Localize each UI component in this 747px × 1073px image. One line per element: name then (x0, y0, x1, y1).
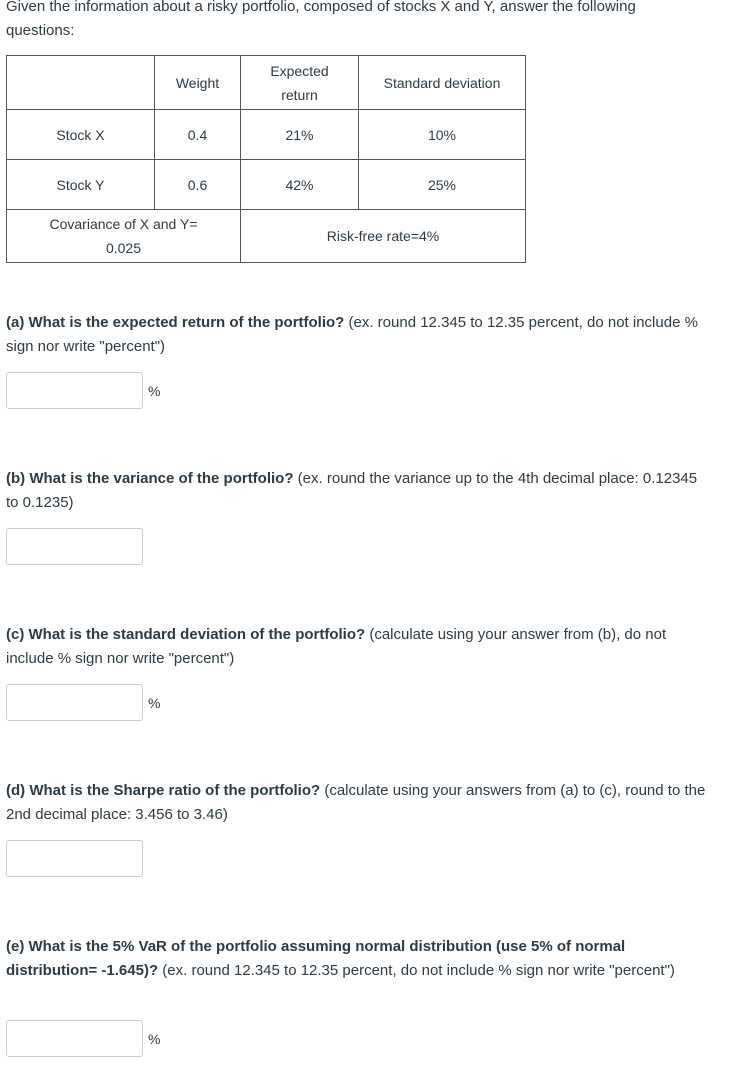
row-standard-deviation: 10% (359, 110, 526, 160)
answer-input-e[interactable] (6, 1020, 143, 1057)
question-c-bold: (c) What is the standard deviation of the portfolio? (6, 626, 366, 643)
row-stock-name: Stock X (7, 110, 155, 160)
question-d-instructions: (calculate using your answers from (a) to (c), round to the 2nd decimal place: 3.456 to 3.46) (6, 782, 706, 823)
row-stock-name: Stock Y (7, 160, 155, 210)
answer-row-c (6, 684, 160, 721)
covariance-value: 0.025 (105, 240, 142, 256)
row-expected-return: 21% (241, 110, 359, 160)
covariance-label: Covariance of X and Y= (49, 216, 198, 232)
answer-input-a[interactable] (6, 372, 143, 409)
question-b (6, 467, 711, 515)
header-blank-cell (7, 56, 155, 110)
table-header-row (7, 56, 526, 110)
header-standard-deviation: Standard deviation (359, 56, 526, 110)
percent-unit-c: % (148, 694, 161, 711)
question-a-bold: (a) What is the expected return of the portfolio? (6, 314, 345, 331)
percent-unit-a: % (148, 382, 161, 399)
question-a (6, 311, 711, 359)
answer-input-b[interactable] (6, 528, 143, 565)
answer-row-d (6, 840, 148, 877)
row-standard-deviation: 25% (359, 160, 526, 210)
answer-input-c[interactable] (6, 684, 143, 721)
percent-unit-e: % (148, 1030, 161, 1047)
question-b-bold: (b) What is the variance of the portfolio? (6, 470, 294, 487)
answer-row-a (6, 372, 160, 409)
question-e-instructions: (ex. round 12.345 to 12.35 percent, do not include % sign nor write "percent") (158, 962, 675, 979)
question-e (6, 935, 711, 983)
answer-row-b (6, 528, 148, 565)
covariance-cell (7, 210, 241, 263)
question-c-instructions: (calculate using your answer from (b), do not include % sign nor write "percent") (6, 626, 667, 667)
table-row (7, 160, 526, 210)
risk-free-rate: Risk-free rate=4% (241, 210, 526, 263)
question-c (6, 623, 711, 671)
row-expected-return: 42% (241, 160, 359, 210)
portfolio-table (6, 55, 526, 263)
question-b-instructions: (ex. round the variance up to the 4th decimal place: 0.12345 to 0.1235) (6, 470, 698, 511)
intro-text: Given the information about a risky portfolio, composed of stocks X and Y, answer the following questions: (6, 0, 636, 39)
row-weight: 0.6 (155, 160, 241, 210)
row-weight: 0.4 (155, 110, 241, 160)
table-row (7, 110, 526, 160)
question-e-bold: (e) What is the 5% VaR of the portfolio assuming normal distribution (use 5% of normal distribution= -1.645)? (6, 938, 626, 979)
header-weight: Weight (155, 56, 241, 110)
question-d (6, 779, 711, 827)
table-row-covariance (7, 210, 526, 263)
question-d-bold: (d) What is the Sharpe ratio of the portfolio? (6, 782, 321, 799)
answer-row-e (6, 1020, 160, 1057)
answer-input-d[interactable] (6, 840, 143, 877)
question-a-instructions: (ex. round 12.345 to 12.35 percent, do not include % sign nor write "percent") (6, 314, 698, 355)
header-expected-return-label: Expected return (270, 62, 329, 103)
header-expected-return (241, 56, 359, 110)
